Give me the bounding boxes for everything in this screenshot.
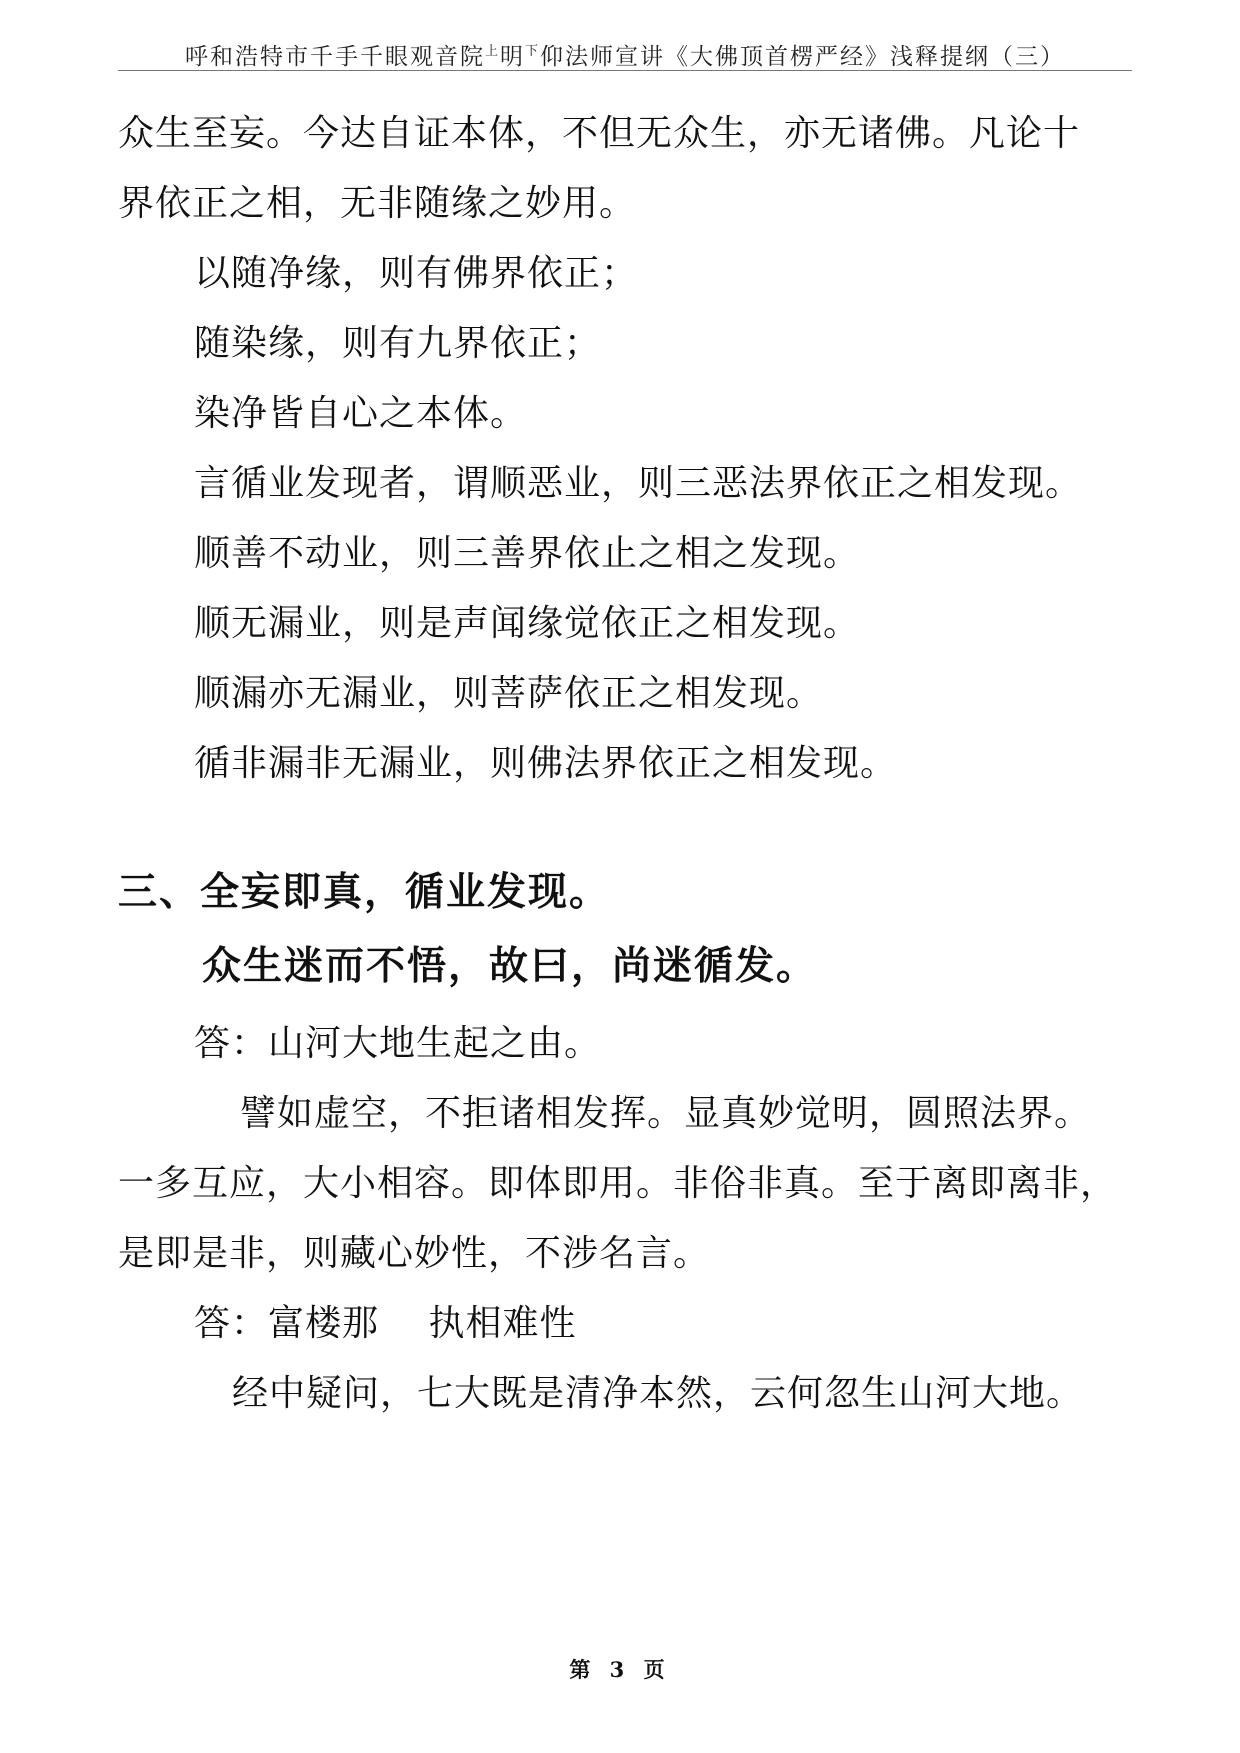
sub-heading: 众生迷而不悟，故曰，尚迷循发。 (202, 943, 818, 989)
page-number: 第 3 页 (569, 1657, 671, 1682)
section-heading: 三、全妄即真，循业发现。 (118, 869, 611, 915)
body-line: 界依正之相，无非随缘之妙用。 (118, 183, 637, 224)
paragraph-line: 譬如虚空，不拒诸相发挥。显真妙觉明，圆照法界。 (240, 1093, 1092, 1134)
body-line: 随染缘，则有九界依正； (194, 323, 602, 364)
header-superscript-2: 下 (525, 44, 541, 59)
paragraph-line: 一多互应，大小相容。即体即用。非俗非真。至于离即离非， (118, 1163, 1118, 1204)
page-header (120, 38, 1130, 71)
body-line: 染净皆自心之本体。 (194, 393, 528, 434)
paragraph-line: 是即是非，则藏心妙性，不涉名言。 (118, 1233, 711, 1274)
body-line: 众生至妄。今达自证本体，不但无众生，亦无诸佛。凡论十 (118, 113, 1081, 154)
header-text-part1: 呼和浩特市千手千眼观音院 (184, 44, 485, 70)
body-line: 顺善不动业，则三善界依止之相之发现。 (194, 533, 861, 574)
paragraph-line: 经中疑问，七大既是清净本然，云何忽生山河大地。 (232, 1373, 1084, 1414)
answer-line: 答：富楼那 执相难性 (194, 1303, 577, 1344)
body-line: 顺无漏业，则是声闻缘觉依正之相发现。 (194, 603, 861, 644)
body-line: 以随净缘，则有佛界依正； (194, 253, 639, 294)
body-line: 顺漏亦无漏业，则菩萨依正之相发现。 (194, 673, 824, 714)
header-superscript-1: 上 (484, 44, 500, 59)
body-line: 循非漏非无漏业，则佛法界依正之相发现。 (194, 743, 898, 784)
header-divider (118, 70, 1132, 71)
header-text-part2: 明 (500, 44, 525, 70)
answer-line: 答：山河大地生起之由。 (194, 1023, 602, 1064)
body-line: 言循业发现者，谓顺恶业，则三恶法界依正之相发现。 (194, 463, 1083, 504)
header-text-part3: 仰法师宣讲《大佛顶首楞严经》浅释提纲（三） (540, 44, 1066, 70)
